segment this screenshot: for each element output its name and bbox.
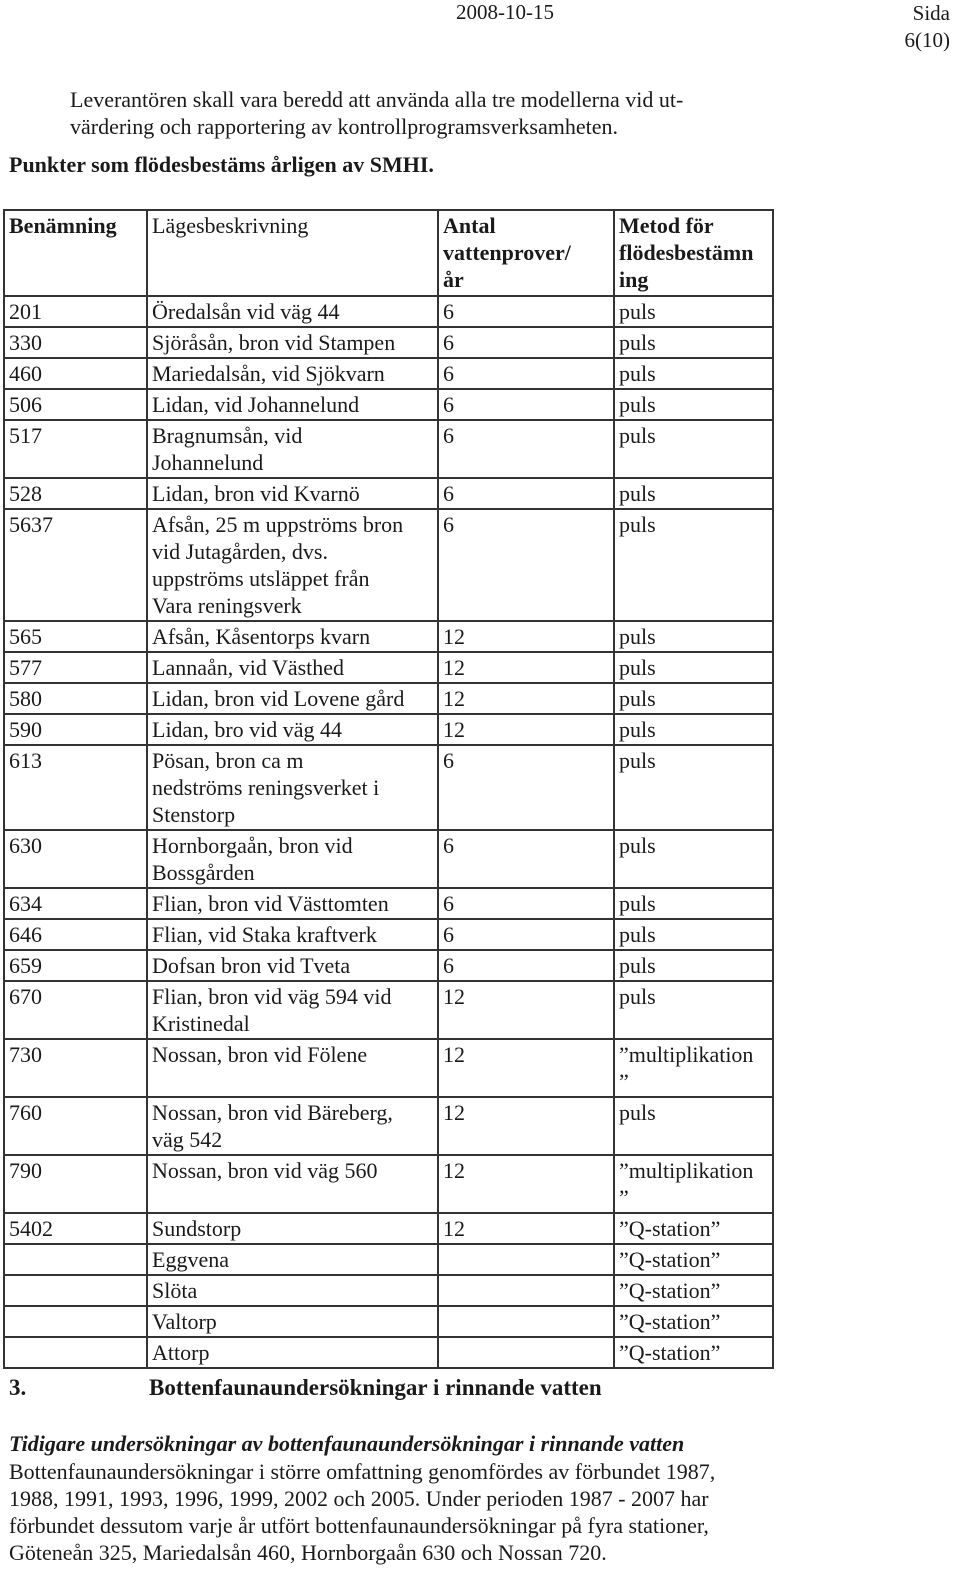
cell-sample-count: 6 <box>438 950 614 981</box>
header-date: 2008-10-15 <box>456 0 554 24</box>
cell-description: Hornborgaån, bron vid Bossgården <box>147 830 438 888</box>
cell-description: Öredalsån vid väg 44 <box>147 296 438 327</box>
cell-method: puls <box>614 621 773 652</box>
cell-description: Lannaån, vid Västhed <box>147 652 438 683</box>
cell-id: 565 <box>4 621 147 652</box>
cell-sample-count: 6 <box>438 389 614 420</box>
cell-method: puls <box>614 358 773 389</box>
cell-description: Lidan, vid Johannelund <box>147 389 438 420</box>
cell-method: ”multiplikation ” <box>614 1155 773 1213</box>
cell-method: ”Q-station” <box>614 1275 773 1306</box>
cell-sample-count: 12 <box>438 714 614 745</box>
header-benamning: Benämning <box>4 210 147 296</box>
table-row <box>4 509 773 621</box>
cell-description: Nossan, bron vid Fölene <box>147 1039 438 1097</box>
cell-id <box>4 1275 147 1306</box>
header-page-indicator <box>905 0 951 54</box>
cell-sample-count: 12 <box>438 1097 614 1155</box>
section-3-number: 3. <box>9 1375 27 1400</box>
table-row <box>4 1337 773 1368</box>
cell-id: 646 <box>4 919 147 950</box>
table-row <box>4 1306 773 1337</box>
paragraph-line: Bottenfaunaundersökningar i större omfattning genomfördes av förbundet 1987, <box>9 1459 716 1484</box>
table-row <box>4 327 773 358</box>
cell-description: Slöta <box>147 1275 438 1306</box>
section-3-title: Bottenfaunaundersökningar i rinnande vatten <box>149 1375 602 1400</box>
cell-sample-count: 6 <box>438 296 614 327</box>
cell-method: ”Q-station” <box>614 1337 773 1368</box>
table-row <box>4 1275 773 1306</box>
header-antal-vattenprover: Antal vattenprover/ år <box>438 210 614 296</box>
paragraph-line: förbundet dessutom varje år utfört bottenfaunaundersökningar på fyra stationer, <box>9 1513 709 1538</box>
table-row <box>4 888 773 919</box>
cell-method: puls <box>614 652 773 683</box>
table-row <box>4 919 773 950</box>
header-lagesbeskrivning: Lägesbeskrivning <box>147 210 438 296</box>
cell-id: 590 <box>4 714 147 745</box>
table-row <box>4 652 773 683</box>
cell-id: 630 <box>4 830 147 888</box>
table-row <box>4 1155 773 1213</box>
table-row <box>4 981 773 1039</box>
paragraph-line: Göteneån 325, Mariedalsån 460, Hornborgaån 630 och Nossan 720. <box>9 1540 607 1565</box>
cell-id: 613 <box>4 745 147 830</box>
cell-sample-count: 12 <box>438 1155 614 1213</box>
cell-id: 528 <box>4 478 147 509</box>
cell-method: ”Q-station” <box>614 1306 773 1337</box>
cell-id: 790 <box>4 1155 147 1213</box>
page-number: 6(10) <box>904 28 950 52</box>
table-row <box>4 1039 773 1097</box>
cell-method: puls <box>614 683 773 714</box>
cell-description: Mariedalsån, vid Sjökvarn <box>147 358 438 389</box>
cell-description: Afsån, 25 m uppströms bron vid Jutagården, dvs. uppströms utsläppet från Vara reningsverk <box>147 509 438 621</box>
cell-method: puls <box>614 888 773 919</box>
section-heading: Punkter som flödesbestäms årligen av SMHI. <box>9 152 434 177</box>
cell-description: Lidan, bron vid Lovene gård <box>147 683 438 714</box>
table-row <box>4 478 773 509</box>
table-row <box>4 1097 773 1155</box>
table-row <box>4 830 773 888</box>
cell-sample-count: 6 <box>438 888 614 919</box>
cell-method: puls <box>614 509 773 621</box>
intro-line-1: Leverantören skall vara beredd att använda alla tre modellerna vid ut- <box>70 87 684 112</box>
cell-description: Nossan, bron vid Bäreberg, väg 542 <box>147 1097 438 1155</box>
cell-sample-count: 6 <box>438 509 614 621</box>
cell-method: ”Q-station” <box>614 1213 773 1244</box>
cell-sample-count: 6 <box>438 830 614 888</box>
cell-id: 659 <box>4 950 147 981</box>
cell-method: ”multiplikation ” <box>614 1039 773 1097</box>
cell-method: puls <box>614 296 773 327</box>
cell-description: Bragnumsån, vid Johannelund <box>147 420 438 478</box>
cell-id: 580 <box>4 683 147 714</box>
cell-sample-count <box>438 1244 614 1275</box>
section-3-subheading: Tidigare undersökningar av bottenfaunaundersökningar i rinnande vatten <box>9 1431 685 1456</box>
cell-id: 506 <box>4 389 147 420</box>
cell-method: puls <box>614 714 773 745</box>
cell-method: puls <box>614 919 773 950</box>
cell-sample-count: 6 <box>438 327 614 358</box>
cell-sample-count: 12 <box>438 1213 614 1244</box>
cell-description: Sundstorp <box>147 1213 438 1244</box>
table-row <box>4 389 773 420</box>
table-body <box>4 296 773 1368</box>
cell-id: 201 <box>4 296 147 327</box>
page-label: Sida <box>912 1 950 25</box>
cell-description: Eggvena <box>147 1244 438 1275</box>
cell-method: puls <box>614 950 773 981</box>
cell-method: puls <box>614 389 773 420</box>
cell-id <box>4 1337 147 1368</box>
header-metod: Metod för flödesbestämn ing <box>614 210 773 296</box>
cell-sample-count <box>438 1275 614 1306</box>
cell-id: 460 <box>4 358 147 389</box>
cell-id: 5637 <box>4 509 147 621</box>
cell-sample-count: 6 <box>438 358 614 389</box>
table-header-row <box>4 210 773 296</box>
cell-method: puls <box>614 1097 773 1155</box>
measurement-points-table <box>3 209 774 1369</box>
cell-id: 330 <box>4 327 147 358</box>
cell-description: Afsån, Kåsentorps kvarn <box>147 621 438 652</box>
cell-sample-count: 6 <box>438 420 614 478</box>
cell-sample-count: 6 <box>438 745 614 830</box>
cell-description: Flian, bron vid väg 594 vid Kristinedal <box>147 981 438 1039</box>
table-row <box>4 621 773 652</box>
cell-sample-count: 12 <box>438 1039 614 1097</box>
table-row <box>4 950 773 981</box>
cell-description: Dofsan bron vid Tveta <box>147 950 438 981</box>
cell-description: Valtorp <box>147 1306 438 1337</box>
intro-line-2: värdering och rapportering av kontrollprogramsverksamheten. <box>70 114 618 139</box>
table-row <box>4 296 773 327</box>
cell-method: puls <box>614 981 773 1039</box>
table-row <box>4 420 773 478</box>
cell-method: puls <box>614 830 773 888</box>
cell-method: puls <box>614 745 773 830</box>
cell-sample-count: 12 <box>438 652 614 683</box>
cell-description: Lidan, bron vid Kvarnö <box>147 478 438 509</box>
cell-description: Flian, bron vid Västtomten <box>147 888 438 919</box>
cell-id <box>4 1244 147 1275</box>
cell-id: 730 <box>4 1039 147 1097</box>
cell-sample-count: 12 <box>438 621 614 652</box>
cell-sample-count: 12 <box>438 683 614 714</box>
table-row <box>4 683 773 714</box>
table-row <box>4 358 773 389</box>
cell-sample-count: 6 <box>438 478 614 509</box>
cell-sample-count <box>438 1337 614 1368</box>
cell-sample-count <box>438 1306 614 1337</box>
cell-id: 577 <box>4 652 147 683</box>
cell-description: Flian, vid Staka kraftverk <box>147 919 438 950</box>
cell-method: ”Q-station” <box>614 1244 773 1275</box>
cell-sample-count: 6 <box>438 919 614 950</box>
table-row <box>4 1244 773 1275</box>
cell-id: 634 <box>4 888 147 919</box>
cell-id: 5402 <box>4 1213 147 1244</box>
cell-id <box>4 1306 147 1337</box>
cell-sample-count: 12 <box>438 981 614 1039</box>
cell-description: Pösan, bron ca m nedströms reningsverket i Stenstorp <box>147 745 438 830</box>
cell-id: 670 <box>4 981 147 1039</box>
table-row <box>4 714 773 745</box>
cell-method: puls <box>614 478 773 509</box>
table-row <box>4 745 773 830</box>
cell-method: puls <box>614 420 773 478</box>
table-row <box>4 1213 773 1244</box>
cell-description: Lidan, bro vid väg 44 <box>147 714 438 745</box>
cell-description: Nossan, bron vid väg 560 <box>147 1155 438 1213</box>
cell-description: Attorp <box>147 1337 438 1368</box>
cell-id: 760 <box>4 1097 147 1155</box>
cell-method: puls <box>614 327 773 358</box>
cell-description: Sjöråsån, bron vid Stampen <box>147 327 438 358</box>
cell-id: 517 <box>4 420 147 478</box>
paragraph-line: 1988, 1991, 1993, 1996, 1999, 2002 och 2005. Under perioden 1987 - 2007 har <box>9 1486 709 1511</box>
